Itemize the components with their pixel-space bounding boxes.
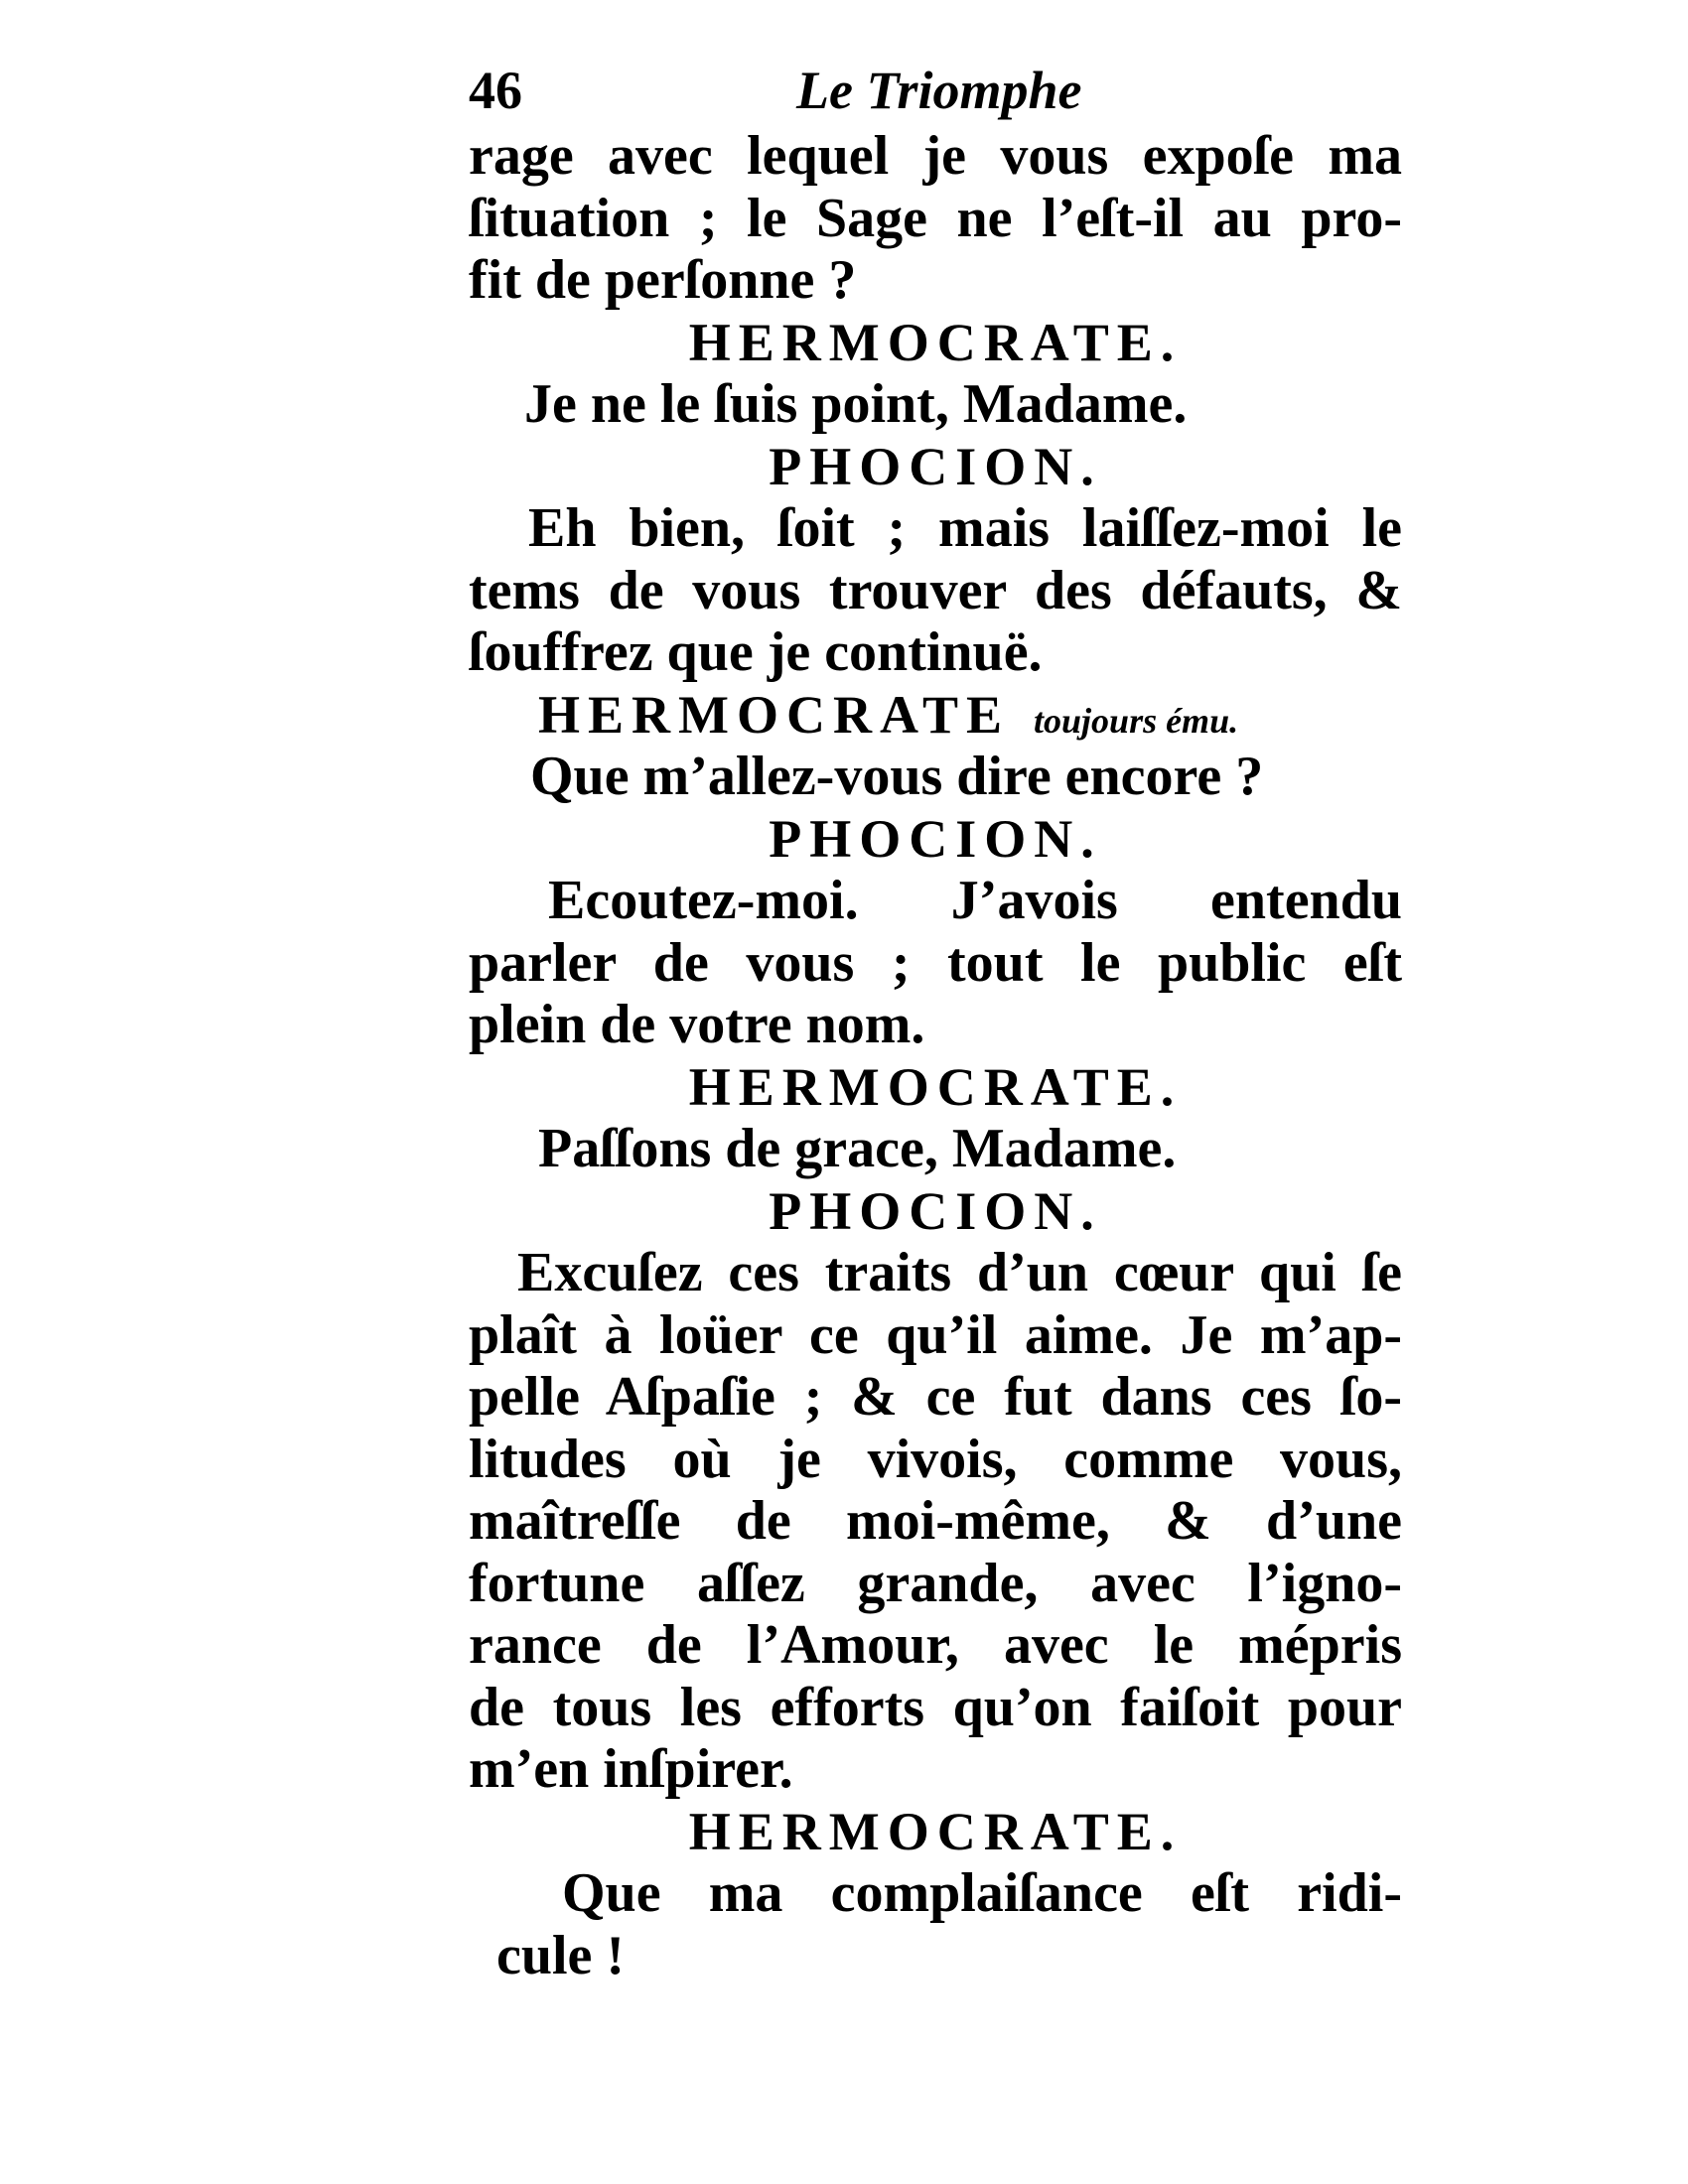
text-line: parler de vous ; tout le public eſt	[469, 931, 1402, 994]
text-line: Je ne le ſuis point, Madame.	[524, 373, 1188, 435]
text-line: fit de perſonne ?	[469, 249, 857, 311]
text-line: cule !	[496, 1924, 626, 1986]
text-line: ſituation ; le Sage ne l’eſt-il au pro-	[469, 187, 1402, 249]
speaker-label: PHOCION.	[769, 436, 1102, 496]
page-number: 46	[469, 61, 522, 120]
text-line: pelle Aſpaſie ; & ce fut dans ces ſo-	[469, 1366, 1402, 1428]
text-line: rance de l’Amour, avec le mépris	[469, 1614, 1402, 1676]
text-line: ſouffrez que je continuë.	[469, 621, 1043, 683]
page-body	[469, 125, 1402, 1986]
text-line: Paſſons de grace, Madame.	[538, 1118, 1177, 1179]
stage-direction: toujours ému.	[1034, 700, 1239, 741]
running-title: Le Triomphe	[796, 61, 1082, 120]
text-line: Que m’allez-vous dire encore ?	[530, 746, 1264, 807]
book-page	[469, 56, 1402, 1986]
speaker-label: HERMOCRATE.	[688, 312, 1183, 372]
text-line: Ecoutez-moi. J’avois entendu	[548, 870, 1402, 931]
text-line: Eh bien, ſoit ; mais laiſſez-moi le	[528, 497, 1402, 559]
speaker-name	[469, 436, 1402, 498]
text-line: de tous les efforts qu’on faiſoit pour	[469, 1676, 1402, 1738]
speaker-name	[469, 1180, 1402, 1243]
speaker-name	[469, 1801, 1402, 1863]
speaker-name	[469, 312, 1402, 374]
text-line: plein de votre nom.	[469, 994, 925, 1055]
speaker-name	[469, 684, 1402, 747]
speaker-name	[469, 1056, 1402, 1119]
text-line: maîtreſſe de moi-même, & d’une	[469, 1490, 1402, 1552]
speaker-label: HERMOCRATE.	[688, 1801, 1183, 1861]
speaker-label: HERMOCRATE.	[688, 1056, 1183, 1117]
text-line: Excuſez ces traits d’un cœur qui ſe	[517, 1242, 1402, 1303]
text-line: plaît à loüer ce qu’il aime. Je m’ap-	[469, 1303, 1402, 1366]
text-line: Que ma complaiſance eſt ridi-	[562, 1862, 1402, 1924]
speaker-label: PHOCION.	[769, 808, 1102, 869]
speaker-label: PHOCION.	[769, 1180, 1102, 1241]
running-header	[469, 56, 1402, 125]
speaker-name	[469, 808, 1402, 871]
text-line: rage avec lequel je vous expoſe ma	[469, 125, 1402, 187]
text-line: m’en inſpirer.	[469, 1738, 793, 1800]
speaker-label: HERMOCRATE	[538, 684, 1011, 745]
text-line: litudes où je vivois, comme vous,	[469, 1428, 1402, 1490]
text-line: fortune aſſez grande, avec l’igno-	[469, 1552, 1402, 1614]
text-line: tems de vous trouver des défauts, &	[469, 559, 1402, 621]
